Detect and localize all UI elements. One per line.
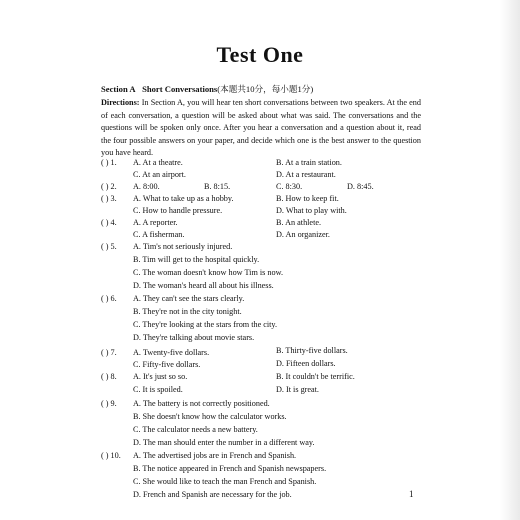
question-number: ( ) 9. [101,399,117,408]
question-number: ( ) 8. [101,372,117,381]
option-d: D. The woman's heard all about his illness. [133,281,274,290]
option-b: B. How to keep fit. [276,194,339,203]
option-b: B. Thirty-five dollars. [276,346,348,355]
question-number: ( ) 3. [101,194,117,203]
option-a: A. 8:00. [133,182,160,191]
option-c: C. They're looking at the stars from the city. [133,320,278,329]
option-d: D. It is great. [276,385,319,394]
question-number: ( ) 10. [101,451,121,460]
option-b: B. It couldn't be terrific. [276,372,355,381]
directions-text: In Section A, you will hear ten short conversations between two speakers. At the end of each conversation, a question will be asked about what was said. The conversations and the questions will be spoken only once. After you hear a conversation and a question about it, read the four possible answers on your paper, and decide which one is the best answer to the question you have heard. [101,98,421,158]
option-c: C. It is spoiled. [133,385,183,394]
question-number: ( ) 7. [101,348,117,357]
option-b: B. At a train station. [276,158,342,167]
section-note: (本题共10分，每小题1分) [217,84,314,94]
question-number: ( ) 4. [101,218,117,227]
option-a: A. Tim's not seriously injured. [133,242,233,251]
option-d: D. The man should enter the number in a different way. [133,438,315,447]
section-label: Section A [101,84,136,94]
option-b: B. She doesn't know how the calculator works. [133,412,287,421]
option-b: B. An athlete. [276,218,322,227]
option-c: C. A fisherman. [133,230,185,239]
option-d: D. They're talking about movie stars. [133,333,255,342]
question-number: ( ) 2. [101,182,117,191]
option-c: C. 8:30. [276,182,303,191]
page-number: 1 [409,489,414,499]
option-d: D. Fifteen dollars. [276,359,336,368]
option-d: D. What to play with. [276,206,347,215]
option-a: A. It's just so so. [133,372,188,381]
option-a: A. At a theatre. [133,158,183,167]
option-a: A. The battery is not correctly positioned. [133,399,270,408]
option-a: A. The advertised jobs are in French and Spanish. [133,451,297,460]
option-a: A. They can't see the stars clearly. [133,294,245,303]
option-c: C. She would like to teach the man French and Spanish. [133,477,317,486]
option-b: B. The notice appeared in French and Spanish newspapers. [133,464,327,473]
option-c: C. Fifty-five dollars. [133,360,201,369]
option-d: D. At a restaurant. [276,170,336,179]
option-c: C. The calculator needs a new battery. [133,425,258,434]
question-number: ( ) 1. [101,158,117,167]
option-a: A. What to take up as a hobby. [133,194,234,203]
option-b: B. Tim will get to the hospital quickly. [133,255,260,264]
option-b: B. They're not in the city tonight. [133,307,242,316]
page-title: Test One [216,42,304,67]
option-d: D. An organizer. [276,230,330,239]
directions [101,97,421,160]
question-number: ( ) 6. [101,294,117,303]
option-c: C. At an airport. [133,170,186,179]
question-number: ( ) 5. [101,242,117,251]
directions-label: Directions: [101,98,140,107]
option-b: B. 8:15. [204,182,231,191]
section-heading [101,83,313,95]
option-a: A. A reporter. [133,218,178,227]
section-name: Short Conversations [142,84,218,94]
page-edge-shadow [500,0,520,520]
option-d: D. 8:45. [347,182,374,191]
option-c: C. The woman doesn't know how Tim is now. [133,268,283,277]
option-a: A. Twenty-five dollars. [133,348,210,357]
option-c: C. How to handle pressure. [133,206,223,215]
option-d: D. French and Spanish are necessary for the job. [133,490,292,499]
